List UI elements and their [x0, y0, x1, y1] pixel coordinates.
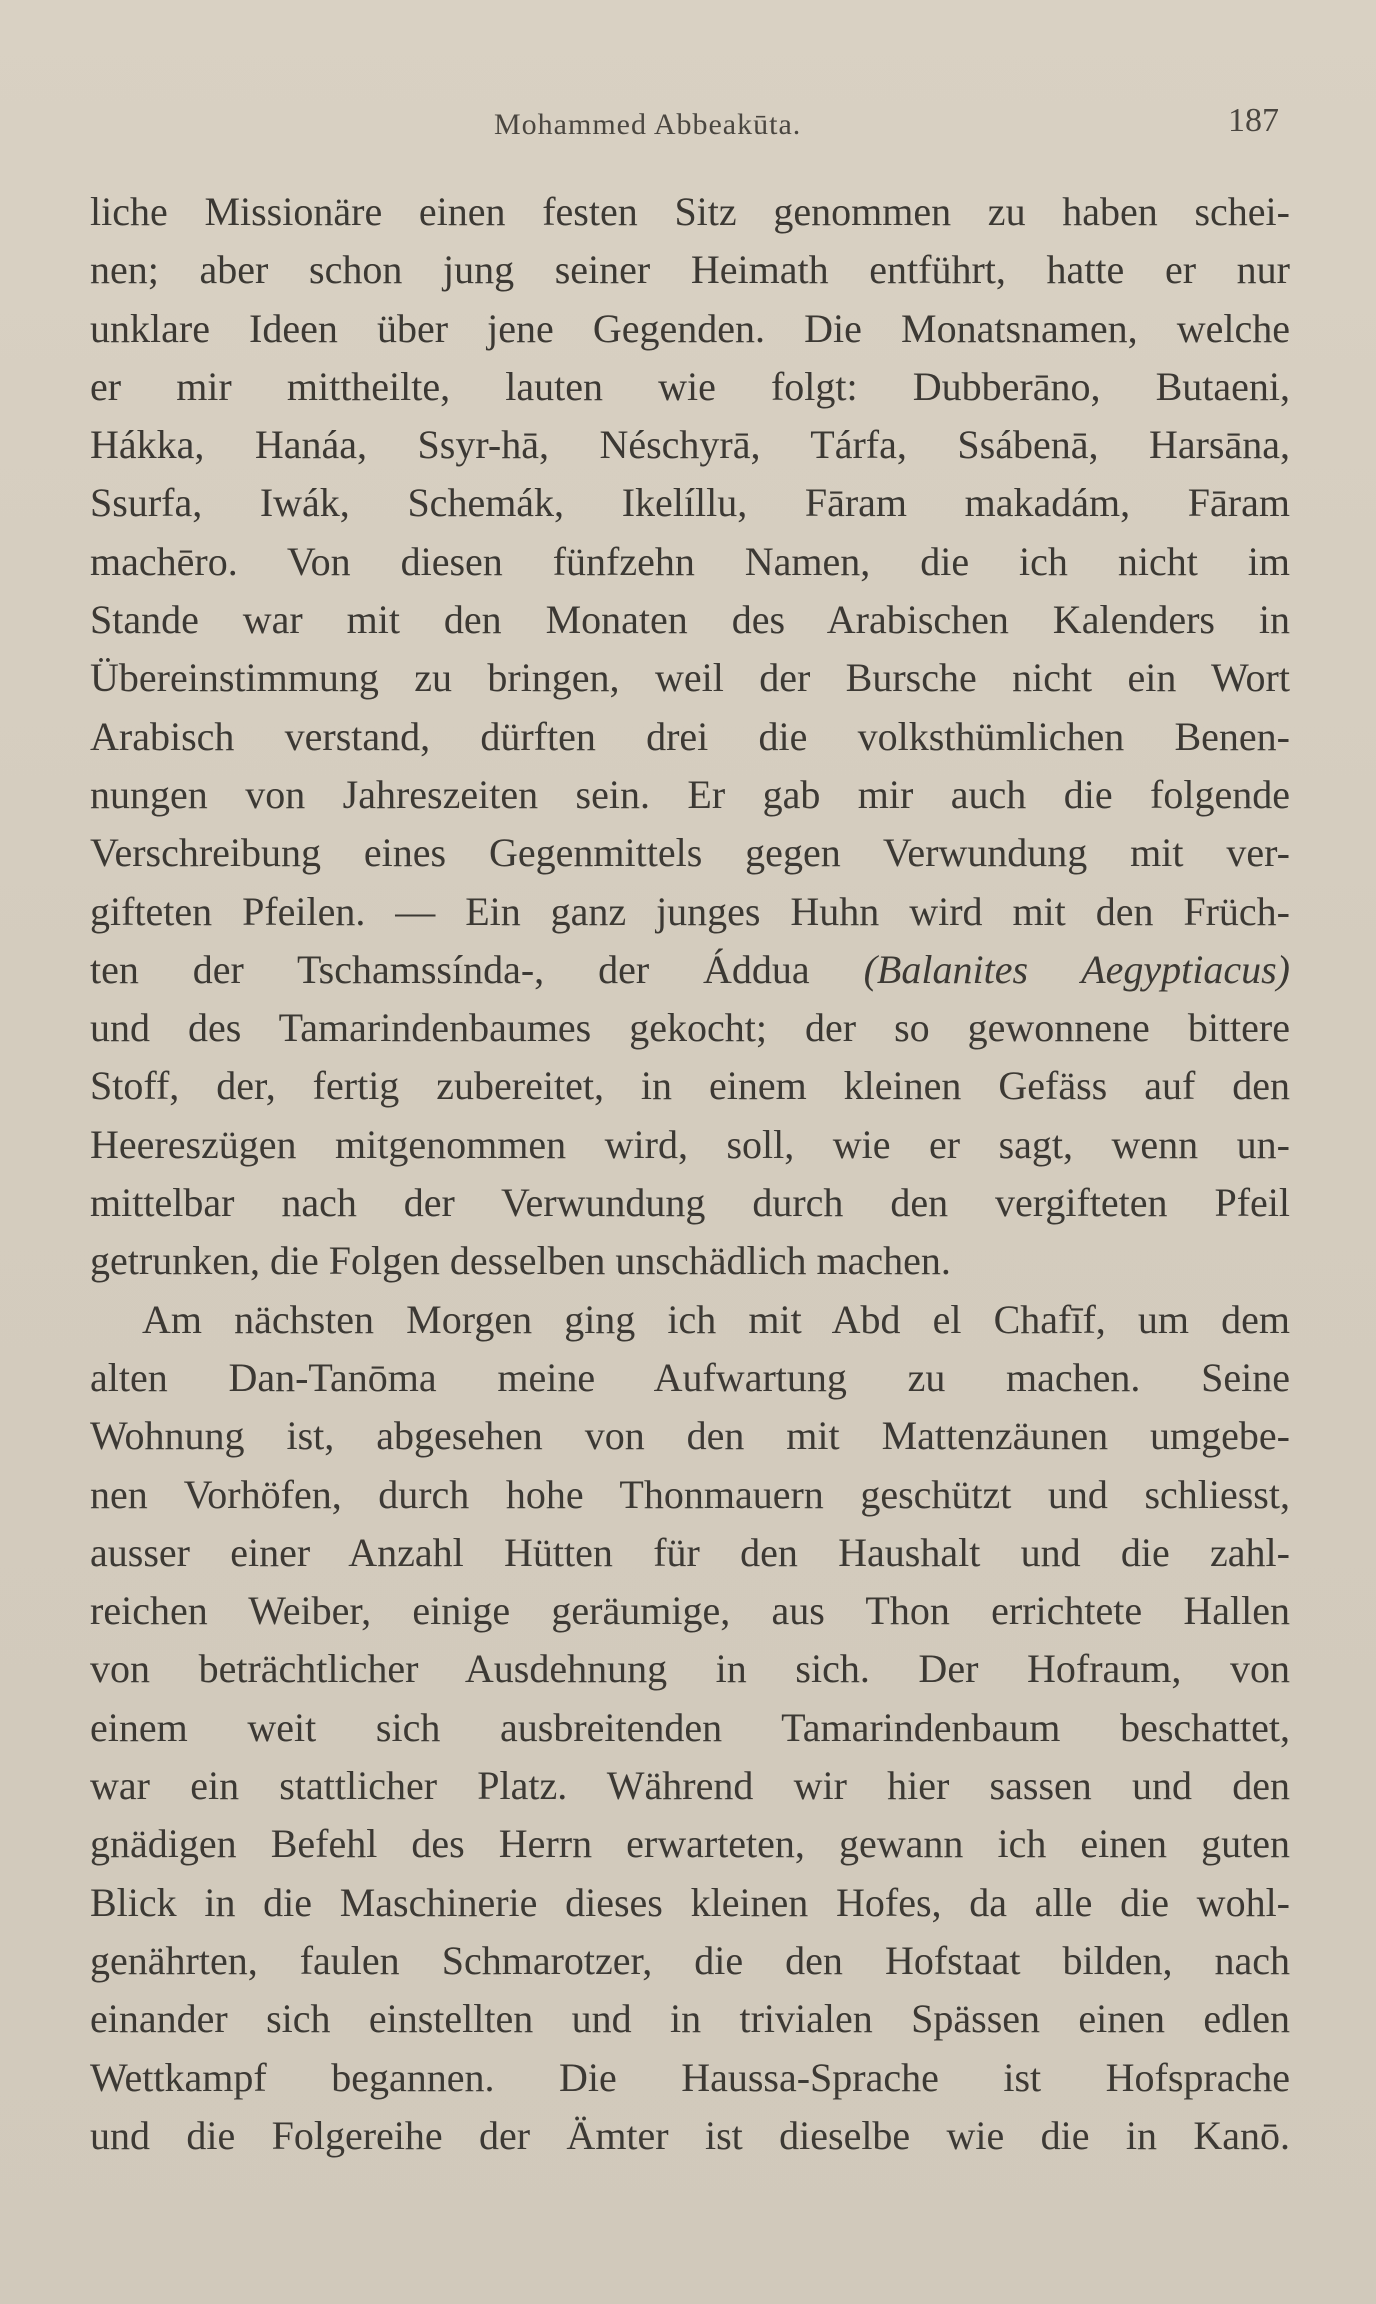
text-line: Heereszügen mitgenommen wird, soll, wie er sagt, wenn un- — [90, 1121, 1290, 1167]
page-header — [88, 100, 1288, 150]
text-line: getrunken, die Folgen desselben unschädlich machen. — [90, 1238, 951, 1284]
text-line: liche Missionäre einen festen Sitz genommen zu haben schei- — [90, 189, 1290, 234]
text-line: gifteten Pfeilen. — Ein ganz junges Huhn wird mit den Früch- — [90, 888, 1290, 934]
text-line: Blick in die Maschinerie dieses kleinen Hofes, da alle die wohl- — [90, 1879, 1290, 1925]
page-number: 187 — [1228, 102, 1279, 139]
text-line: Ssurfa, Iwák, Schemák, Ikelíllu, Fāram makadám, Fāram — [90, 480, 1290, 526]
body-text — [90, 183, 1290, 2165]
italic-species-name: (Balanites Aegyptiacus) — [863, 946, 1290, 992]
text-line: Verschreibung eines Gegenmittels gegen Verwundung mit ver- — [90, 830, 1290, 876]
text-line: Wohnung ist, abgesehen von den mit Mattenzäunen umgebe- — [90, 1413, 1290, 1459]
text-line: Übereinstimmung zu bringen, weil der Bursche nicht ein Wort — [90, 655, 1290, 701]
text-line: reichen Weiber, einige geräumige, aus Thon errichtete Hallen — [90, 1588, 1290, 1634]
text-line: er mir mittheilte, lauten wie folgt: Dubberāno, Butaeni, — [90, 363, 1290, 409]
text-segment: ten der Tschamssínda-, der Áddua — [90, 946, 864, 992]
text-line: nen Vorhöfen, durch hohe Thonmauern geschützt und schliesst, — [90, 1471, 1290, 1517]
text-line: Arabisch verstand, dürften drei die volksthümlichen Benen- — [90, 713, 1290, 759]
text-line: ausser einer Anzahl Hütten für den Haushalt und die zahl- — [90, 1529, 1290, 1575]
text-line: und des Tamarindenbaumes gekocht; der so gewonnene bittere — [90, 1005, 1290, 1051]
paragraph-1 — [90, 183, 1290, 1291]
text-line: genährten, faulen Schmarotzer, die den Hofstaat bilden, nach — [90, 1937, 1290, 1983]
text-line: Hákka, Hanáa, Ssyr-hā, Néschyrā, Tárfa, Ssábenā, Harsāna, — [90, 422, 1290, 468]
paragraph-2 — [90, 1291, 1290, 2165]
text-line: alten Dan-Tanōma meine Aufwartung zu machen. Seine — [90, 1354, 1290, 1400]
running-title: Mohammed Abbeakūta. — [494, 108, 802, 141]
text-line: einem weit sich ausbreitenden Tamarindenbaum beschattet, — [90, 1704, 1290, 1750]
text-line: einander sich einstellten und in trivialen Spässen einen edlen — [90, 1996, 1290, 2042]
text-line: mittelbar nach der Verwundung durch den vergifteten Pfeil — [90, 1180, 1290, 1226]
text-line: Wettkampf begannen. Die Haussa-Sprache ist Hofsprache — [90, 2054, 1290, 2100]
text-line: nen; aber schon jung seiner Heimath entführt, hatte er nur — [90, 247, 1290, 293]
text-line: Stande war mit den Monaten des Arabischen Kalenders in — [90, 597, 1290, 643]
text-line-with-italic — [90, 941, 1290, 999]
text-line: Am nächsten Morgen ging ich mit Abd el Chafīf, um dem — [142, 1296, 1290, 1342]
text-line: war ein stattlicher Platz. Während wir hier sassen und den — [90, 1763, 1290, 1809]
text-line: von beträchtlicher Ausdehnung in sich. Der Hofraum, von — [90, 1646, 1290, 1692]
text-line: gnädigen Befehl des Herrn erwarteten, gewann ich einen guten — [90, 1821, 1290, 1867]
text-line: unklare Ideen über jene Gegenden. Die Monatsnamen, welche — [90, 305, 1290, 351]
text-line: und die Folgereihe der Ämter ist dieselbe wie die in Kanō. — [90, 2112, 1290, 2158]
text-line: Stoff, der, fertig zubereitet, in einem kleinen Gefäss auf den — [90, 1063, 1290, 1109]
text-line: nungen von Jahreszeiten sein. Er gab mir auch die folgende — [90, 771, 1290, 817]
text-line: machēro. Von diesen fünfzehn Namen, die ich nicht im — [90, 538, 1290, 584]
